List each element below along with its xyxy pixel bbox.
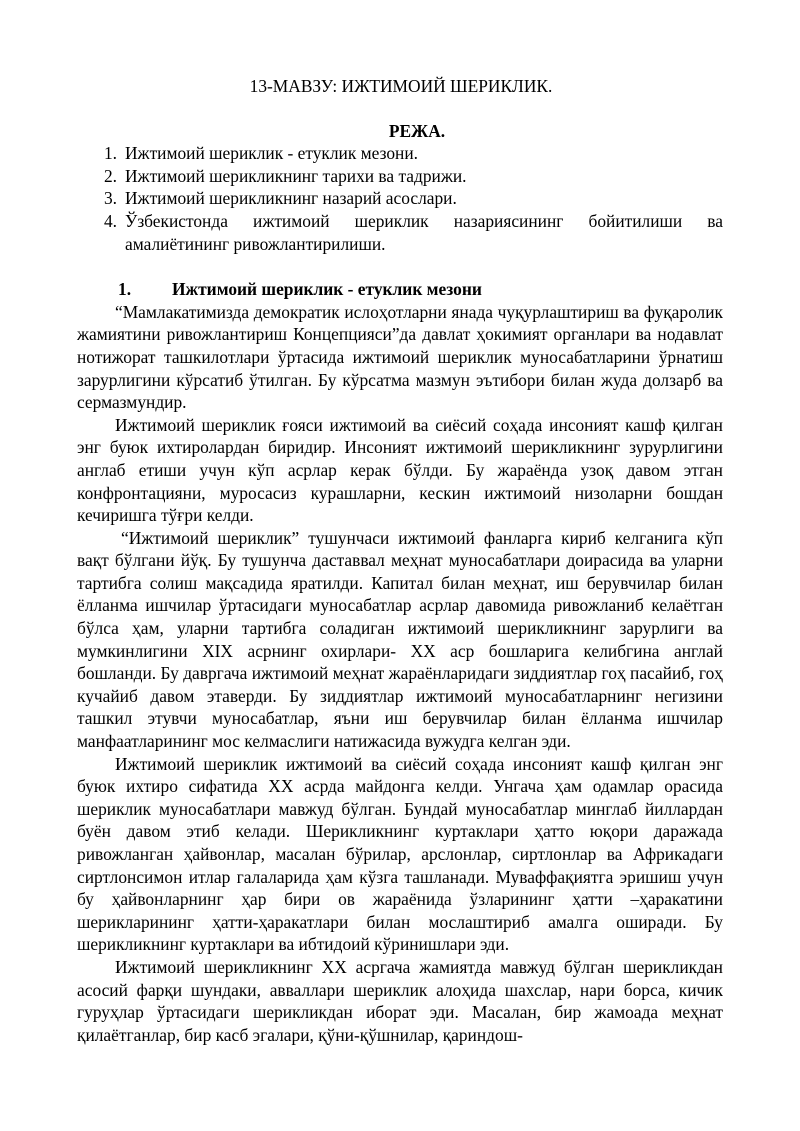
body-paragraph: Ижтимоий шерикликнинг XX асргача жамиятда мавжуд бўлган шерикликдан асосий фарқи шундаки, авваллари шериклик алоҳида шахслар, нари борса, кичик гуруҳлар ўртасидаги шерикликдан иборат эди. Масалан, бир жамоада меҳнат қилаётганлар, бир касб эгалари, қўни-қўшнилар, қариндош- [77, 956, 723, 1045]
body-paragraph: “Ижтимоий шериклик” тушунчаси ижтимоий фанларга кириб келганига кўп вақт бўлгани йўқ. Бу тушунча даставвал меҳнат муносабатлари доирасида ва уларни тартибга солиш мақсадида яратилди. Капитал билан меҳнат, иш берувчилар билан ёлланма ишчилар ўртасидаги муносабатлар асрлар давомида ривожланиб келаётган бўлса ҳам, уларни тартибга соладиган ижтимоий шерикликнинг зарурлиги ва мумкинлигини XIX асрнинг охирлари- XX аср бошларига келибгина англай бошланди. Бу давргача ижтимоий меҳнат жараёнларидаги зиддиятлар гоҳ пасайиб, гоҳ кучайиб давом этаверди. Бу зиддиятлар ижтимоий муносабатларнинг негизини ташкил этувчи муносабатлар, яъни иш берувчилар билан ёлланма ишчилар манфаатларининг мос келмаслиги натижасида вужудга келган эди. [77, 527, 723, 752]
body-paragraph: Ижтимоий шериклик ижтимоий ва сиёсий соҳада инсоният кашф қилган энг буюк ихтиро сифатида XX асрда майдонга келди. Унгача ҳам одамлар орасида шериклик муносабатлари мавжуд бўлган. Бундай муносабатлар минглаб йиллардан буён давом этиб келади. Шерикликнинг куртаклари ҳатто юқори даражада ривожланган ҳайвонлар, масалан бўрилар, арслонлар, сиртлонлар ва Африкадаги сиртлонсимон итлар галаларида ҳам кўзга ташланади. Муваффақиятга эришиш учун бу ҳайвонларнинг ҳар бири ов жараёнида ўзларининг ҳатти –ҳаракатини шерикларининг ҳатти-ҳаракатлари билан мослаштириб амалга оширади. Бу шерикликнинг куртаклари ва ибтидоий кўринишлари эди. [77, 753, 723, 955]
plan-item-number: 2. [103, 165, 117, 186]
plan-item-text: Ижтимоий шерикликнинг тарихи ва тадрижи. [125, 165, 467, 186]
document-title: 13-МАВЗУ: ИЖТИМОИЙ ШЕРИКЛИК. [249, 76, 553, 96]
body-paragraph: “Мамлакатимизда демократик ислоҳотларни янада чуқурлаштириш ва фуқаролик жамиятини ривожлантириш Концепцияси”да давлат ҳокимият органлари ва нодавлат нотижорат ташкилотлари ўртасида ижтимоий шериклик муносабатларини ўрнатиш зарурлигини кўрсатиб ўтилган. Бу кўрсатма мазмун эътибори билан жуда долзарб ва сермазмундир. [77, 301, 723, 413]
plan-item [77, 165, 723, 188]
plan-list [77, 142, 723, 255]
plan-item [77, 142, 723, 165]
plan-item-number: 4. [103, 210, 117, 231]
plan-item [77, 210, 723, 255]
plan-item-text: Ижтимоий шерикликнинг назарий асослари. [125, 188, 457, 209]
plan-item-text: Ўзбекистонда ижтимоий шериклик назариясининг бойитилиши ва амалиётининг ривожлантирилиши. [125, 210, 723, 254]
section-number: 1. [118, 279, 132, 300]
document-page [77, 75, 723, 1046]
plan-item [77, 187, 723, 210]
section-heading [77, 278, 723, 301]
plan-item-text: Ижтимоий шериклик - етуклик мезони. [125, 143, 418, 164]
section-title: Ижтимоий шериклик - етуклик мезони [172, 279, 482, 300]
body-paragraph: Ижтимоий шериклик ғояси ижтимоий ва сиёсий соҳада инсоният кашф қилган энг буюк ихтиролардан биридир. Инсоният ижтимоий шерикликнинг зурурлигини англаб етиши учун кўп асрлар керак бўлди. Бу жараёнда узоқ давом этган конфронтацияни, муросасиз курашларни, кескин ижтимоий низоларни бошдан кечиришга тўғри келди. [77, 414, 723, 526]
plan-item-number: 3. [103, 188, 117, 209]
plan-item-number: 1. [103, 143, 117, 164]
plan-heading: РЕЖА. [388, 120, 446, 141]
